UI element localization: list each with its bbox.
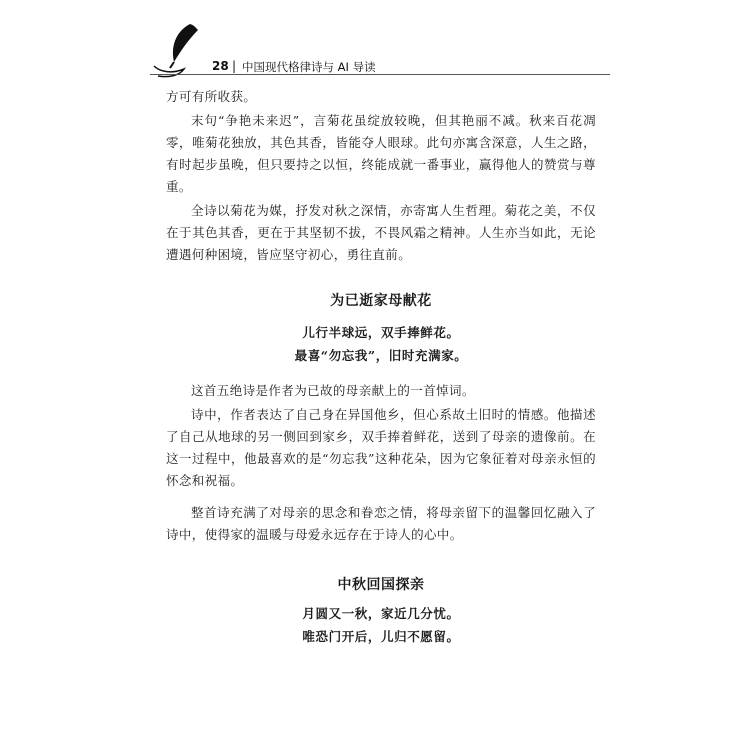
poem-line-1: 儿行半球远，双手捧鲜花。 [302,325,460,340]
poem-line-3: 月圆又一秋，家近几分忧。 [302,606,460,621]
paragraph-intro: 这首五绝诗是作者为已故的母亲献上的一首悼词。 [191,383,475,398]
paragraph-continuation: 方可有所收获。 [166,89,257,104]
paragraph-conclusion: 整首诗充满了对母亲的思念和眷恋之情，将母亲留下的温馨回忆融入了诗中，使得家的温暖与母爱永远存在于诗人的心中。 [166,505,596,542]
poem-line-4: 唯恐门开后，儿归不愿留。 [302,629,460,644]
page-number: 28 [212,59,229,73]
paragraph-last-line-analysis: 末句“争艳未来迟”，言菊花虽绽放较晚，但其艳丽不减。秋来百花凋零，唯菊花独放，其色其香，皆能夺人眼球。此句亦寓含深意，人生之路，有时起步虽晚，但只要持之以恒，终能成就一番事业，赢得他人的赞赏与尊重。 [166,113,596,194]
quill-pen-icon [150,22,230,82]
section-title-flowers-for-mother: 为已逝家母献花 [330,293,432,309]
book-title: 中国现代格律诗与 AI 导读 [242,60,376,74]
paragraph-analysis: 诗中，作者表达了自己身在异国他乡，但心系故土旧时的情感。他描述了自己从地球的另一侧回到家乡，双手捧着鲜花，送到了母亲的遗像前。在这一过程中，他最喜欢的是“勿忘我”这种花朵，因为它象征着对母亲永恒的怀念和祝福。 [166,407,596,488]
header-divider [150,74,610,75]
page-header [150,22,610,82]
header-separator: | [232,59,237,73]
paragraph-summary: 全诗以菊花为媒，抒发对秋之深情，亦寄寓人生哲理。菊花之美，不仅在于其色其香，更在于其坚韧不拔，不畏风霜之精神。人生亦当如此，无论遭遇何种困境，皆应坚守初心，勇往直前。 [166,203,596,262]
poem-line-2: 最喜“勿忘我”，旧时充满家。 [294,348,468,363]
section-title-mid-autumn: 中秋回国探亲 [337,577,425,593]
